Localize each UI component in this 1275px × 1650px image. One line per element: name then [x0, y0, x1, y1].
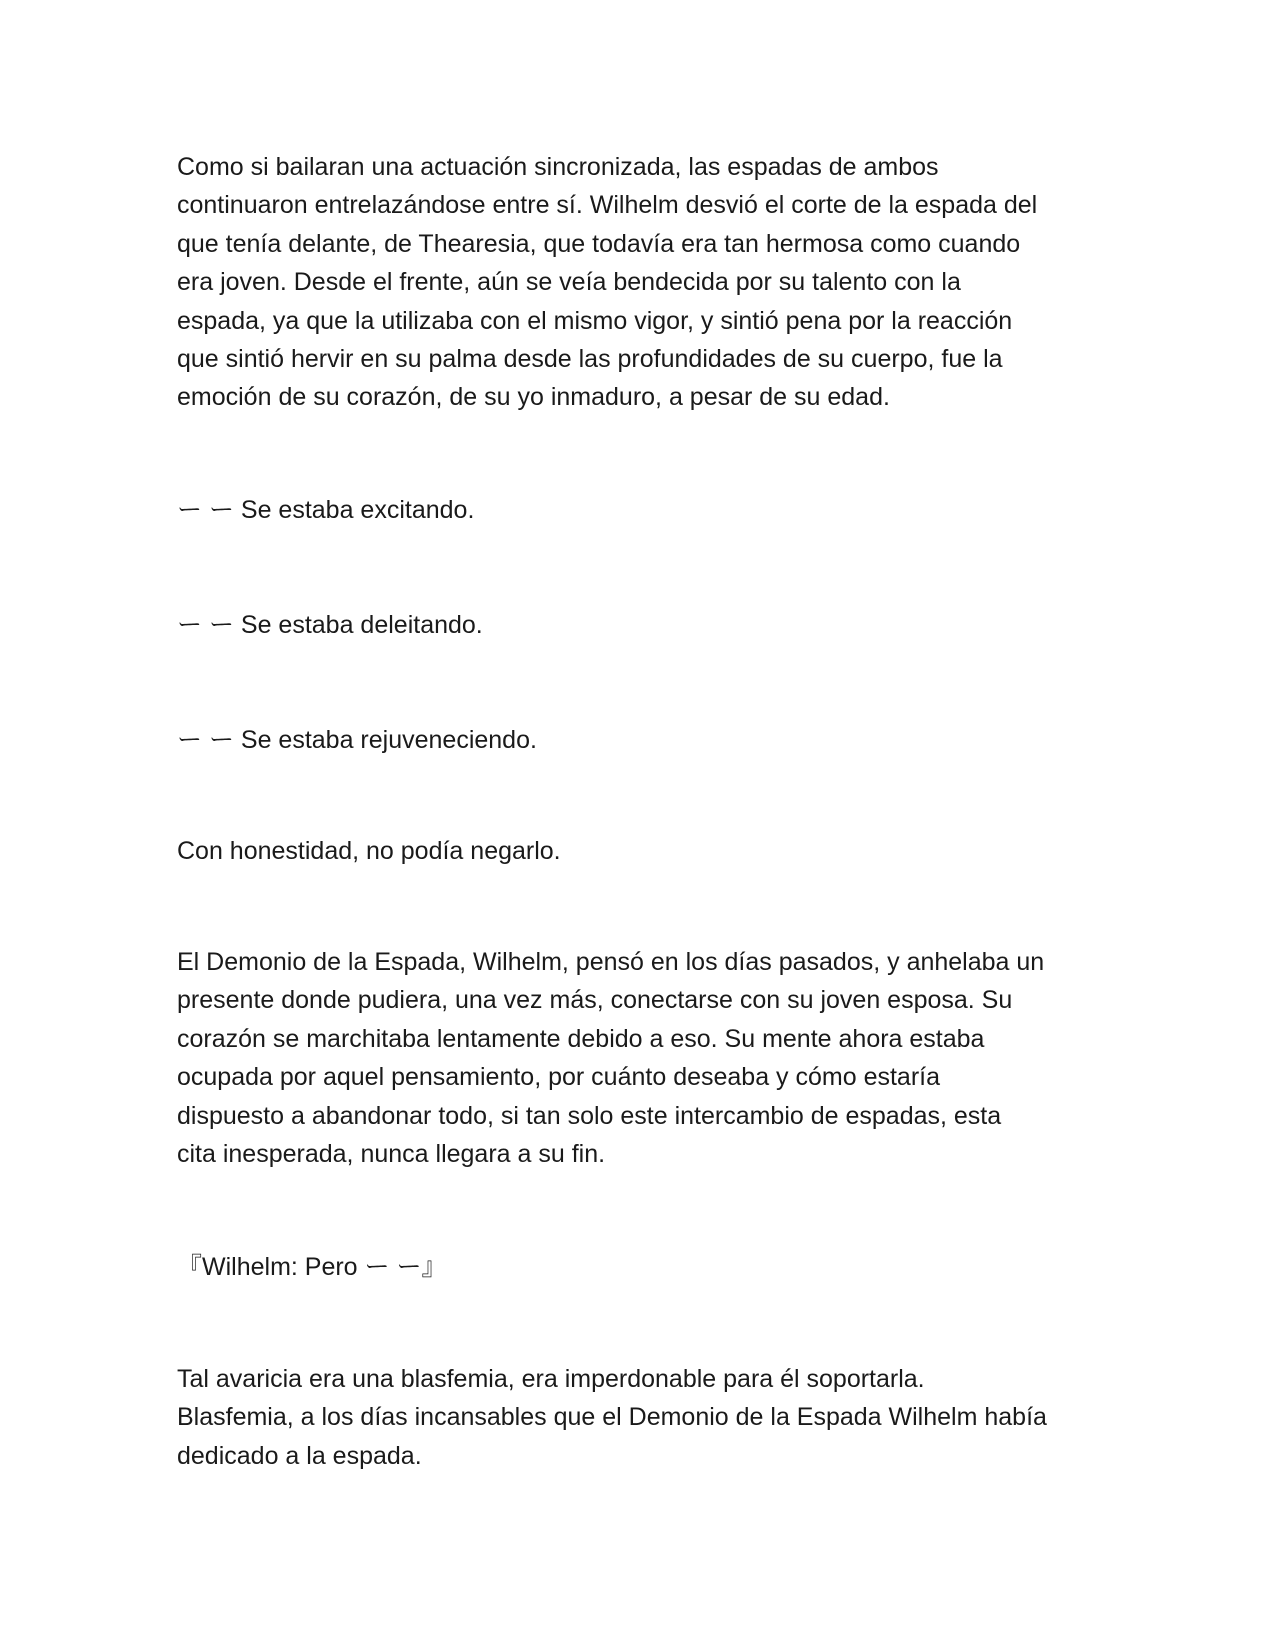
text-line: continuaron entrelazándose entre sí. Wilhelm desvió el corte de la espada del: [177, 191, 1038, 220]
text-line: ocupada por aquel pensamiento, por cuánto deseaba y cómo estaría: [177, 1063, 941, 1092]
dialogue-line: 『Wilhelm: Pero ー ー』: [177, 1253, 447, 1281]
text-line: ー ー Se estaba rejuveneciendo.: [177, 726, 537, 754]
paragraph-honestidad: [177, 832, 1117, 870]
text-line: El Demonio de la Espada, Wilhelm, pensó en los días pasados, y anhelaba un: [177, 948, 1045, 976]
paragraph-wilhelm-dialogue: [177, 1248, 1117, 1286]
text-line: Blasfemia, a los días incansables que el Demonio de la Espada Wilhelm había: [177, 1403, 1047, 1432]
text-line: emoción de su corazón, de su yo inmaduro, a pesar de su edad.: [177, 383, 890, 412]
text-line: era joven. Desde el frente, aún se veía bendecida por su talento con la: [177, 268, 961, 297]
text-line: dedicado a la espada.: [177, 1441, 422, 1470]
text-line: ー ー Se estaba deleitando.: [177, 611, 483, 639]
text-line: espada, ya que la utilizaba con el mismo vigor, y sintió pena por la reacción: [177, 306, 1013, 335]
text-line: que sintió hervir en su palma desde las profundidades de su cuerpo, fue la: [177, 345, 1003, 374]
paragraph-deleitando: [177, 606, 1117, 644]
paragraph-sword-dance: [177, 148, 1117, 417]
text-line: cita inesperada, nunca llegara a su fin.: [177, 1140, 606, 1169]
text-line: corazón se marchitaba lentamente debido a eso. Su mente ahora estaba: [177, 1024, 985, 1053]
paragraph-excitando: [177, 491, 1117, 529]
text-line: Como si bailaran una actuación sincronizada, las espadas de ambos: [177, 153, 939, 181]
paragraph-rejuveneciendo: [177, 721, 1117, 759]
paragraph-demonio-espada: [177, 943, 1117, 1173]
text-line: dispuesto a abandonar todo, si tan solo este intercambio de espadas, esta: [177, 1101, 1002, 1130]
paragraph-avaricia: [177, 1360, 1117, 1475]
text-line: ー ー Se estaba excitando.: [177, 496, 475, 524]
text-line: Con honestidad, no podía negarlo.: [177, 837, 561, 865]
text-line: Tal avaricia era una blasfemia, era imperdonable para él soportarla.: [177, 1365, 925, 1393]
text-line: que tenía delante, de Thearesia, que todavía era tan hermosa como cuando: [177, 229, 1021, 258]
text-line: presente donde pudiera, una vez más, conectarse con su joven esposa. Su: [177, 986, 1013, 1015]
